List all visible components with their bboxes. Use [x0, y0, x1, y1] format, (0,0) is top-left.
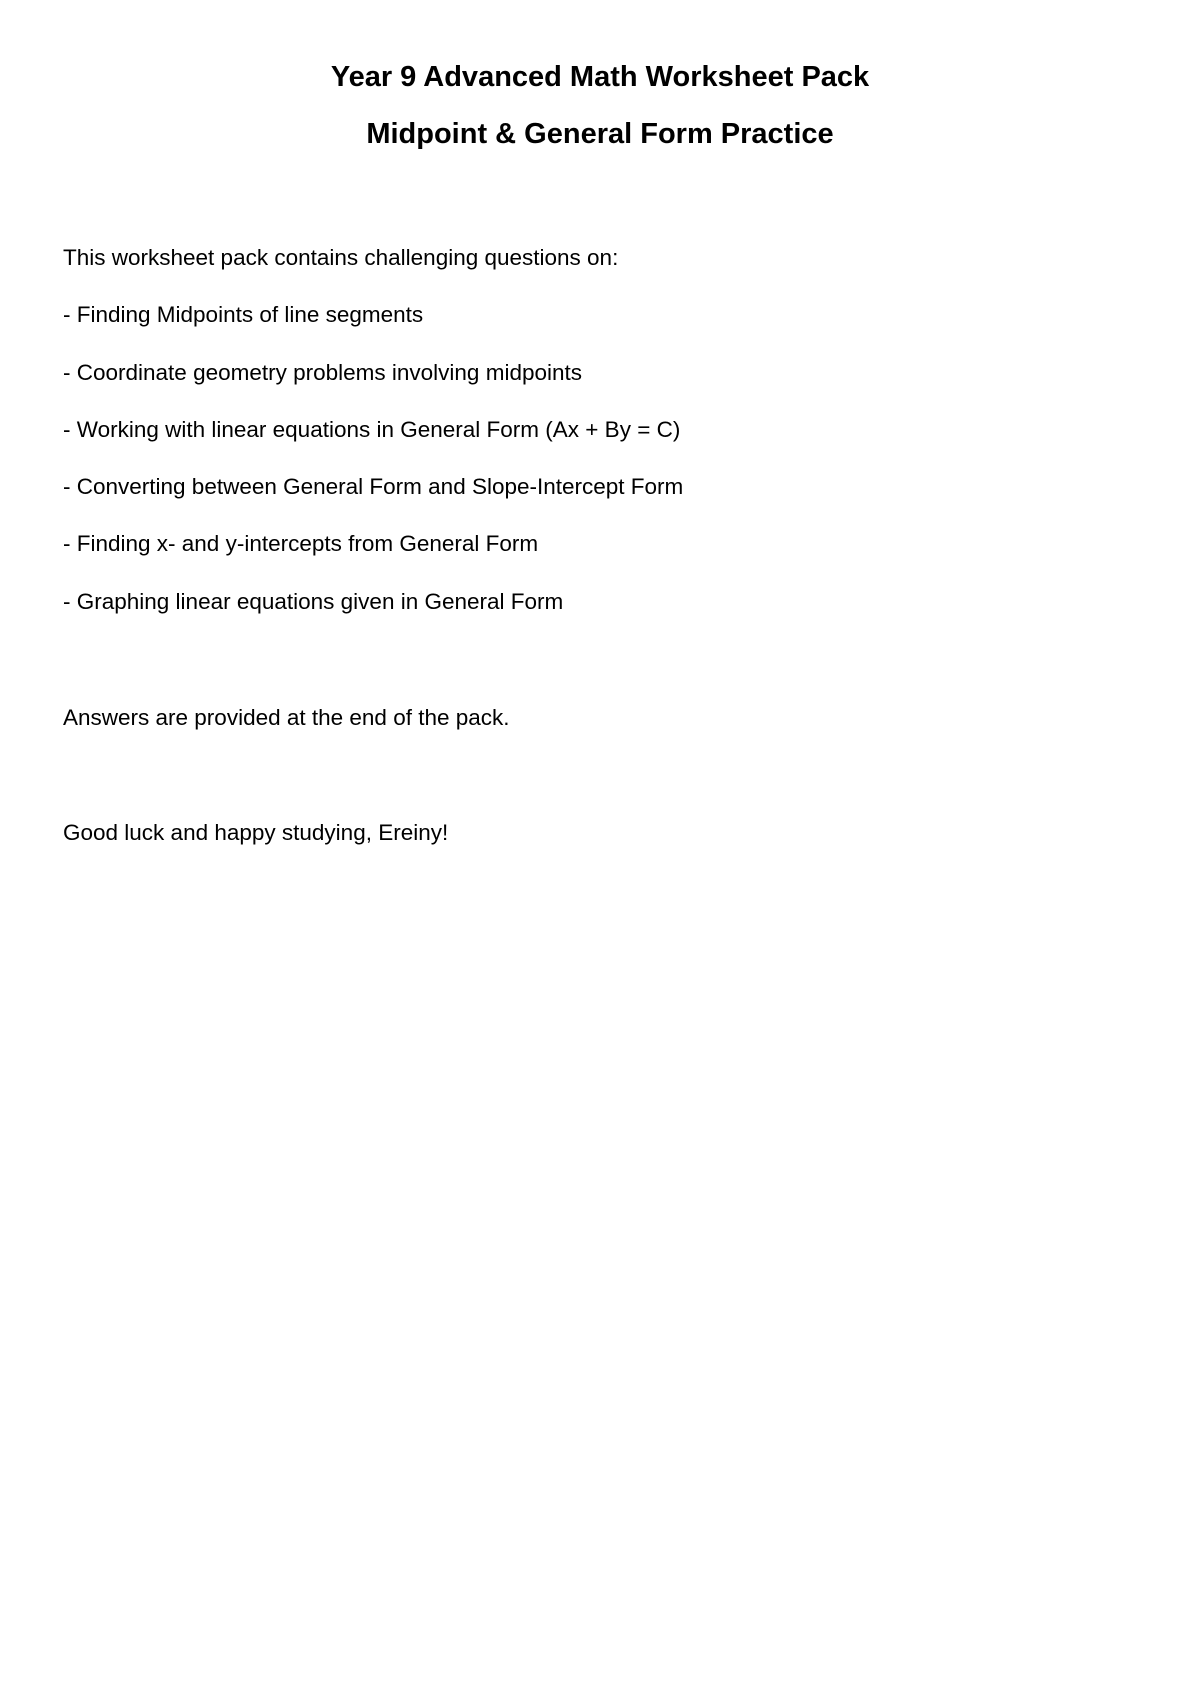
- topic-item-general-form: - Working with linear equations in General Form (Ax + By = C): [63, 416, 681, 442]
- topic-item-converting-forms: - Converting between General Form and Slope-Intercept Form: [63, 474, 684, 500]
- page-subtitle: Midpoint & General Form Practice: [366, 118, 834, 150]
- signoff-text: Good luck and happy studying, Ereiny!: [63, 820, 449, 845]
- topic-list: [63, 301, 1143, 614]
- intro-text: This worksheet pack contains challenging questions on:: [63, 245, 619, 270]
- topic-item-graphing: - Graphing linear equations given in General Form: [63, 588, 564, 614]
- title-block: [0, 60, 1200, 151]
- topic-item-coordinate-geometry: - Coordinate geometry problems involving midpoints: [63, 359, 582, 385]
- topic-item-midpoints: - Finding Midpoints of line segments: [63, 302, 424, 328]
- answers-note: Answers are provided at the end of the pack.: [63, 705, 510, 730]
- intro-section: [63, 244, 1143, 615]
- page-title: Year 9 Advanced Math Worksheet Pack: [330, 61, 870, 93]
- topic-item-intercepts: - Finding x- and y-intercepts from General Form: [63, 531, 539, 557]
